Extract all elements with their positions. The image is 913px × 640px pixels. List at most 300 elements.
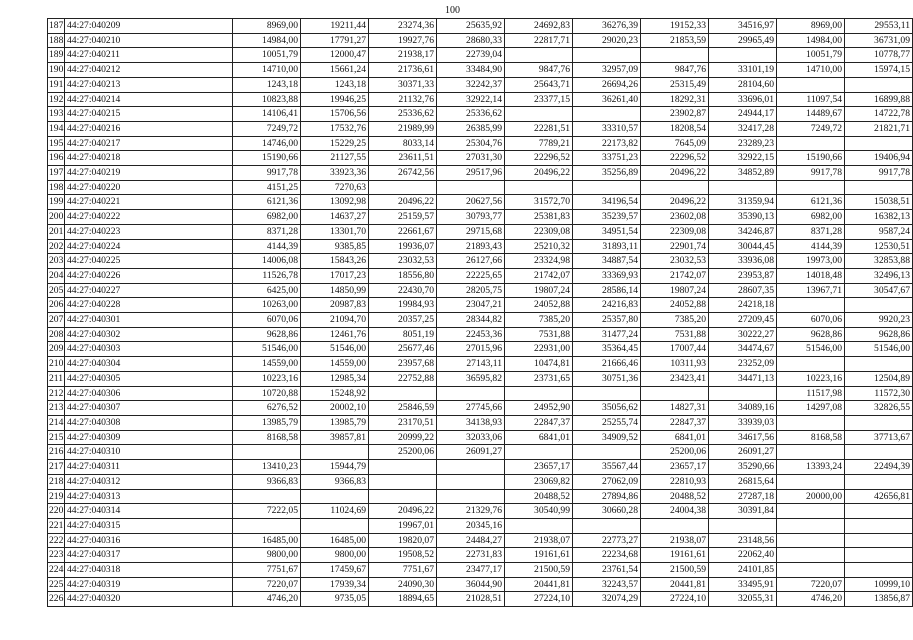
- cell-row-index: 226: [48, 592, 65, 607]
- cell-value-4: 20345,16: [437, 518, 505, 533]
- cell-value-1: [233, 489, 301, 504]
- cell-cadastral-code: 44:27:040212: [65, 63, 233, 78]
- cell-value-9: 14984,00: [777, 33, 845, 48]
- cell-value-10: [845, 548, 913, 563]
- cell-value-5: 6841,01: [505, 430, 573, 445]
- cell-value-3: 19508,52: [369, 548, 437, 563]
- cell-value-3: [369, 460, 437, 475]
- cell-cadastral-code: 44:27:040306: [65, 386, 233, 401]
- cell-cadastral-code: 44:27:040214: [65, 92, 233, 107]
- cell-value-3: 20999,22: [369, 430, 437, 445]
- cell-value-6: 31477,24: [573, 327, 641, 342]
- cell-cadastral-code: 44:27:040227: [65, 283, 233, 298]
- cell-value-6: 32957,09: [573, 63, 641, 78]
- cell-value-1: 14106,41: [233, 107, 301, 122]
- cell-value-1: 6276,52: [233, 401, 301, 416]
- cell-value-10: 22494,39: [845, 460, 913, 475]
- cell-value-4: 22453,36: [437, 327, 505, 342]
- cell-value-8: 33936,08: [709, 254, 777, 269]
- cell-value-5: 23324,98: [505, 254, 573, 269]
- cell-value-1: 4144,39: [233, 239, 301, 254]
- table-row: [48, 386, 913, 401]
- table-row: [48, 77, 913, 92]
- cell-value-5: 23069,82: [505, 474, 573, 489]
- cell-value-1: [233, 445, 301, 460]
- table-row: [48, 518, 913, 533]
- cell-value-1: 8969,00: [233, 19, 301, 34]
- cell-value-5: 30540,99: [505, 504, 573, 519]
- cell-value-8: 34852,89: [709, 166, 777, 181]
- cell-value-3: 23957,68: [369, 357, 437, 372]
- cell-value-1: 6425,00: [233, 283, 301, 298]
- cell-cadastral-code: 44:27:040313: [65, 489, 233, 504]
- cell-value-8: 30044,45: [709, 239, 777, 254]
- cell-value-2: 15944,79: [301, 460, 369, 475]
- cell-value-7: 6841,01: [641, 430, 709, 445]
- cell-value-6: [573, 518, 641, 533]
- cell-value-9: [777, 298, 845, 313]
- cell-value-8: [709, 518, 777, 533]
- cell-value-1: [233, 518, 301, 533]
- cell-value-3: [369, 180, 437, 195]
- cell-value-2: 15843,26: [301, 254, 369, 269]
- cell-value-8: 34474,67: [709, 342, 777, 357]
- cell-row-index: 190: [48, 63, 65, 78]
- cell-value-1: 10263,00: [233, 298, 301, 313]
- cell-value-2: 13301,70: [301, 224, 369, 239]
- table-row: [48, 548, 913, 563]
- table-row: [48, 48, 913, 63]
- cell-value-4: 23477,17: [437, 563, 505, 578]
- cell-value-4: 26127,66: [437, 254, 505, 269]
- cell-value-2: 12461,76: [301, 327, 369, 342]
- cell-value-3: 23611,51: [369, 151, 437, 166]
- cell-cadastral-code: 44:27:040307: [65, 401, 233, 416]
- cell-value-6: 29020,23: [573, 33, 641, 48]
- cell-value-1: 9628,86: [233, 327, 301, 342]
- cell-cadastral-code: 44:27:040301: [65, 313, 233, 328]
- cell-value-2: 14637,27: [301, 210, 369, 225]
- cell-value-7: 20441,81: [641, 577, 709, 592]
- cell-value-9: 4144,39: [777, 239, 845, 254]
- cell-cadastral-code: 44:27:040310: [65, 445, 233, 460]
- cell-value-2: 51546,00: [301, 342, 369, 357]
- cell-value-9: 13967,71: [777, 283, 845, 298]
- cell-value-8: 23953,87: [709, 268, 777, 283]
- cell-value-4: 25304,76: [437, 136, 505, 151]
- cell-value-4: 30793,77: [437, 210, 505, 225]
- cell-row-index: 208: [48, 327, 65, 342]
- cell-value-4: 34138,93: [437, 415, 505, 430]
- cell-value-5: [505, 107, 573, 122]
- cell-value-6: 25255,74: [573, 415, 641, 430]
- cell-value-7: 27224,10: [641, 592, 709, 607]
- cell-value-8: 29965,49: [709, 33, 777, 48]
- cell-cadastral-code: 44:27:040316: [65, 533, 233, 548]
- cell-row-index: 223: [48, 548, 65, 563]
- cell-value-6: 32243,57: [573, 577, 641, 592]
- cell-value-1: 9800,00: [233, 548, 301, 563]
- cell-value-9: 7249,72: [777, 121, 845, 136]
- cell-value-5: 25381,83: [505, 210, 573, 225]
- cell-value-1: 10823,88: [233, 92, 301, 107]
- cell-value-5: 24052,88: [505, 298, 573, 313]
- cell-value-8: 22062,40: [709, 548, 777, 563]
- cell-value-1: 9366,83: [233, 474, 301, 489]
- cell-value-2: 20987,83: [301, 298, 369, 313]
- cell-value-3: 26742,56: [369, 166, 437, 181]
- cell-value-5: 7385,20: [505, 313, 573, 328]
- cell-value-10: 29553,11: [845, 19, 913, 34]
- cell-cadastral-code: 44:27:040218: [65, 151, 233, 166]
- cell-value-9: 14489,67: [777, 107, 845, 122]
- cell-value-7: 17007,44: [641, 342, 709, 357]
- cell-row-index: 222: [48, 533, 65, 548]
- table-row: [48, 415, 913, 430]
- cell-cadastral-code: 44:27:040308: [65, 415, 233, 430]
- cell-value-8: 32417,28: [709, 121, 777, 136]
- cell-value-9: 11097,54: [777, 92, 845, 107]
- cell-value-7: 19807,24: [641, 283, 709, 298]
- cell-value-1: 10051,79: [233, 48, 301, 63]
- cell-value-10: 21821,71: [845, 121, 913, 136]
- cell-value-5: 25643,71: [505, 77, 573, 92]
- cell-value-5: 23377,15: [505, 92, 573, 107]
- cell-value-5: 19161,61: [505, 548, 573, 563]
- cell-value-4: 27745,66: [437, 401, 505, 416]
- cell-value-6: 35056,62: [573, 401, 641, 416]
- cell-value-3: 23170,51: [369, 415, 437, 430]
- cell-value-7: 23902,87: [641, 107, 709, 122]
- cell-value-4: 21028,51: [437, 592, 505, 607]
- table-row: [48, 401, 913, 416]
- cell-value-9: 10051,79: [777, 48, 845, 63]
- cell-value-4: 29715,68: [437, 224, 505, 239]
- cell-value-1: 51546,00: [233, 342, 301, 357]
- cell-row-index: 218: [48, 474, 65, 489]
- cell-value-3: 8033,14: [369, 136, 437, 151]
- table-row: [48, 445, 913, 460]
- cell-value-4: 26385,99: [437, 121, 505, 136]
- cell-value-3: 20496,22: [369, 195, 437, 210]
- table-row: [48, 180, 913, 195]
- cell-value-2: 21127,55: [301, 151, 369, 166]
- cell-value-4: 32033,06: [437, 430, 505, 445]
- cell-row-index: 211: [48, 371, 65, 386]
- cell-value-8: [709, 48, 777, 63]
- cell-value-5: 22281,51: [505, 121, 573, 136]
- cell-value-4: [437, 180, 505, 195]
- table-row: [48, 107, 913, 122]
- cell-value-3: 21938,17: [369, 48, 437, 63]
- cell-value-3: 18894,65: [369, 592, 437, 607]
- cell-row-index: 203: [48, 254, 65, 269]
- table-row: [48, 504, 913, 519]
- cell-value-5: 7789,21: [505, 136, 573, 151]
- table-row: [48, 592, 913, 607]
- cell-value-1: 14984,00: [233, 33, 301, 48]
- cell-value-2: 1243,18: [301, 77, 369, 92]
- cell-cadastral-code: 44:27:040224: [65, 239, 233, 254]
- cell-row-index: 194: [48, 121, 65, 136]
- cell-cadastral-code: 44:27:040216: [65, 121, 233, 136]
- cell-value-5: 20496,22: [505, 166, 573, 181]
- cell-value-10: 9920,23: [845, 313, 913, 328]
- cell-value-4: 22225,65: [437, 268, 505, 283]
- cell-value-9: [777, 136, 845, 151]
- cell-value-9: [777, 180, 845, 195]
- cell-value-1: 1243,18: [233, 77, 301, 92]
- cell-value-5: 22296,52: [505, 151, 573, 166]
- cell-value-10: 32496,13: [845, 268, 913, 283]
- table-row: [48, 151, 913, 166]
- cell-value-1: 13985,79: [233, 415, 301, 430]
- cell-value-3: 22430,70: [369, 283, 437, 298]
- cell-value-7: 23657,17: [641, 460, 709, 475]
- cell-value-5: 25210,32: [505, 239, 573, 254]
- cell-cadastral-code: 44:27:040219: [65, 166, 233, 181]
- cell-value-2: 14850,99: [301, 283, 369, 298]
- cell-row-index: 213: [48, 401, 65, 416]
- cell-value-6: 36276,39: [573, 19, 641, 34]
- cell-value-1: 6982,00: [233, 210, 301, 225]
- cell-value-7: 22296,52: [641, 151, 709, 166]
- cell-cadastral-code: 44:27:040222: [65, 210, 233, 225]
- cell-value-4: 23047,21: [437, 298, 505, 313]
- table-row: [48, 342, 913, 357]
- cell-value-2: 13092,98: [301, 195, 369, 210]
- cell-value-4: [437, 460, 505, 475]
- cell-value-2: 15248,92: [301, 386, 369, 401]
- cell-value-9: 14710,00: [777, 63, 845, 78]
- cell-value-9: 14018,48: [777, 268, 845, 283]
- cell-value-8: 34516,97: [709, 19, 777, 34]
- cell-value-1: 10223,16: [233, 371, 301, 386]
- cell-value-6: 35239,57: [573, 210, 641, 225]
- cell-cadastral-code: 44:27:040312: [65, 474, 233, 489]
- cell-value-3: 19820,07: [369, 533, 437, 548]
- cell-value-5: [505, 518, 573, 533]
- cell-row-index: 207: [48, 313, 65, 328]
- cell-value-3: 20357,25: [369, 313, 437, 328]
- cell-cadastral-code: 44:27:040211: [65, 48, 233, 63]
- cell-cadastral-code: 44:27:040320: [65, 592, 233, 607]
- cell-row-index: 202: [48, 239, 65, 254]
- cell-cadastral-code: 44:27:040304: [65, 357, 233, 372]
- cell-row-index: 198: [48, 180, 65, 195]
- cell-value-8: 23289,23: [709, 136, 777, 151]
- cell-value-3: 25846,59: [369, 401, 437, 416]
- cell-value-4: 21329,76: [437, 504, 505, 519]
- table-row: [48, 313, 913, 328]
- cell-value-7: 24052,88: [641, 298, 709, 313]
- cell-value-10: 15038,51: [845, 195, 913, 210]
- cell-value-1: 14746,00: [233, 136, 301, 151]
- cell-cadastral-code: 44:27:040318: [65, 563, 233, 578]
- cell-value-10: [845, 474, 913, 489]
- cell-value-8: 26091,27: [709, 445, 777, 460]
- cell-cadastral-code: 44:27:040309: [65, 430, 233, 445]
- cell-value-2: 17791,27: [301, 33, 369, 48]
- cell-value-4: 28680,33: [437, 33, 505, 48]
- cell-value-5: [505, 180, 573, 195]
- cell-value-1: 9917,78: [233, 166, 301, 181]
- cell-cadastral-code: 44:27:040220: [65, 180, 233, 195]
- cell-value-10: [845, 504, 913, 519]
- cell-value-9: [777, 548, 845, 563]
- cell-value-3: 25677,46: [369, 342, 437, 357]
- cell-value-9: 11517,98: [777, 386, 845, 401]
- cell-value-4: 36044,90: [437, 577, 505, 592]
- cell-value-5: [505, 48, 573, 63]
- cell-value-3: 19936,07: [369, 239, 437, 254]
- cell-cadastral-code: 44:27:040305: [65, 371, 233, 386]
- cell-value-7: 7645,09: [641, 136, 709, 151]
- cell-row-index: 201: [48, 224, 65, 239]
- cell-value-10: 16899,88: [845, 92, 913, 107]
- cell-value-8: 27287,18: [709, 489, 777, 504]
- cell-value-8: [709, 386, 777, 401]
- cell-value-7: 21742,07: [641, 268, 709, 283]
- cell-value-8: 34617,56: [709, 430, 777, 445]
- cell-value-7: [641, 518, 709, 533]
- cell-value-10: [845, 518, 913, 533]
- cell-value-3: 23274,36: [369, 19, 437, 34]
- cell-value-1: 14559,00: [233, 357, 301, 372]
- cell-cadastral-code: 44:27:040319: [65, 577, 233, 592]
- cell-row-index: 200: [48, 210, 65, 225]
- cell-value-10: [845, 563, 913, 578]
- cell-value-9: 20000,00: [777, 489, 845, 504]
- cell-value-9: 10223,16: [777, 371, 845, 386]
- cell-value-8: 31359,94: [709, 195, 777, 210]
- cell-value-4: 27015,96: [437, 342, 505, 357]
- cell-value-10: [845, 180, 913, 195]
- cell-value-9: 14297,08: [777, 401, 845, 416]
- table-row: [48, 268, 913, 283]
- cell-value-9: 4746,20: [777, 592, 845, 607]
- cell-row-index: 220: [48, 504, 65, 519]
- cell-value-10: 36731,09: [845, 33, 913, 48]
- cell-value-10: [845, 136, 913, 151]
- cell-cadastral-code: 44:27:040317: [65, 548, 233, 563]
- cell-value-2: 15229,25: [301, 136, 369, 151]
- table-row: [48, 577, 913, 592]
- cell-value-6: 34196,54: [573, 195, 641, 210]
- cell-row-index: 189: [48, 48, 65, 63]
- cell-value-2: 11024,69: [301, 504, 369, 519]
- cell-value-5: 22817,71: [505, 33, 573, 48]
- cell-value-5: 24952,90: [505, 401, 573, 416]
- cell-value-9: 9917,78: [777, 166, 845, 181]
- cell-row-index: 219: [48, 489, 65, 504]
- cell-value-2: 19946,25: [301, 92, 369, 107]
- cell-value-1: 7249,72: [233, 121, 301, 136]
- cell-value-7: 21938,07: [641, 533, 709, 548]
- cell-value-3: 30371,33: [369, 77, 437, 92]
- cell-value-4: 25635,92: [437, 19, 505, 34]
- table-row: [48, 224, 913, 239]
- cell-cadastral-code: 44:27:040314: [65, 504, 233, 519]
- cell-value-4: 29517,96: [437, 166, 505, 181]
- cell-value-7: 23032,53: [641, 254, 709, 269]
- cell-value-9: 15190,66: [777, 151, 845, 166]
- cell-cadastral-code: 44:27:040303: [65, 342, 233, 357]
- cell-value-2: 33923,36: [301, 166, 369, 181]
- cell-value-6: [573, 445, 641, 460]
- cell-value-8: 33939,03: [709, 415, 777, 430]
- cell-value-7: 24004,38: [641, 504, 709, 519]
- cell-row-index: 212: [48, 386, 65, 401]
- cell-value-9: 6121,36: [777, 195, 845, 210]
- cell-value-6: 28586,14: [573, 283, 641, 298]
- cell-row-index: 205: [48, 283, 65, 298]
- table-row: [48, 460, 913, 475]
- cell-value-8: 23252,09: [709, 357, 777, 372]
- cell-value-2: [301, 518, 369, 533]
- cell-value-7: 25200,06: [641, 445, 709, 460]
- cell-value-9: [777, 533, 845, 548]
- cell-value-2: 19211,44: [301, 19, 369, 34]
- cell-value-4: 21893,43: [437, 239, 505, 254]
- cell-value-6: 34887,54: [573, 254, 641, 269]
- cell-value-9: [777, 518, 845, 533]
- cell-value-5: 23657,17: [505, 460, 573, 475]
- cell-value-8: 24218,18: [709, 298, 777, 313]
- cell-value-4: 27143,11: [437, 357, 505, 372]
- cell-value-5: 23731,65: [505, 371, 573, 386]
- cell-row-index: 191: [48, 77, 65, 92]
- table-row: [48, 210, 913, 225]
- cell-value-4: 28344,82: [437, 313, 505, 328]
- cell-value-6: 34951,54: [573, 224, 641, 239]
- cell-row-index: 216: [48, 445, 65, 460]
- cell-value-10: [845, 445, 913, 460]
- cell-value-1: 8371,28: [233, 224, 301, 239]
- cell-value-5: [505, 386, 573, 401]
- cell-value-9: 7220,07: [777, 577, 845, 592]
- cell-value-8: 26815,64: [709, 474, 777, 489]
- cell-value-3: 7751,67: [369, 563, 437, 578]
- cell-row-index: 214: [48, 415, 65, 430]
- table-row: [48, 254, 913, 269]
- cell-value-5: 20488,52: [505, 489, 573, 504]
- cell-value-10: 10778,77: [845, 48, 913, 63]
- cell-value-2: 13985,79: [301, 415, 369, 430]
- cell-value-10: 32853,88: [845, 254, 913, 269]
- cell-cadastral-code: 44:27:040311: [65, 460, 233, 475]
- cell-value-5: 22931,00: [505, 342, 573, 357]
- cell-value-9: 6070,06: [777, 313, 845, 328]
- cell-value-6: 30751,36: [573, 371, 641, 386]
- cell-value-8: 27209,45: [709, 313, 777, 328]
- cell-value-7: [641, 180, 709, 195]
- cell-value-3: [369, 489, 437, 504]
- table-row: [48, 474, 913, 489]
- cell-value-7: 20496,22: [641, 166, 709, 181]
- table-row: [48, 121, 913, 136]
- table-row: [48, 533, 913, 548]
- cell-value-1: 14006,08: [233, 254, 301, 269]
- cell-value-9: [777, 563, 845, 578]
- cell-value-1: 4151,25: [233, 180, 301, 195]
- cell-value-4: [437, 474, 505, 489]
- cell-value-8: 34246,87: [709, 224, 777, 239]
- cell-value-6: 36261,40: [573, 92, 641, 107]
- cell-value-5: 7531,88: [505, 327, 573, 342]
- cell-value-2: [301, 489, 369, 504]
- cell-value-1: 15190,66: [233, 151, 301, 166]
